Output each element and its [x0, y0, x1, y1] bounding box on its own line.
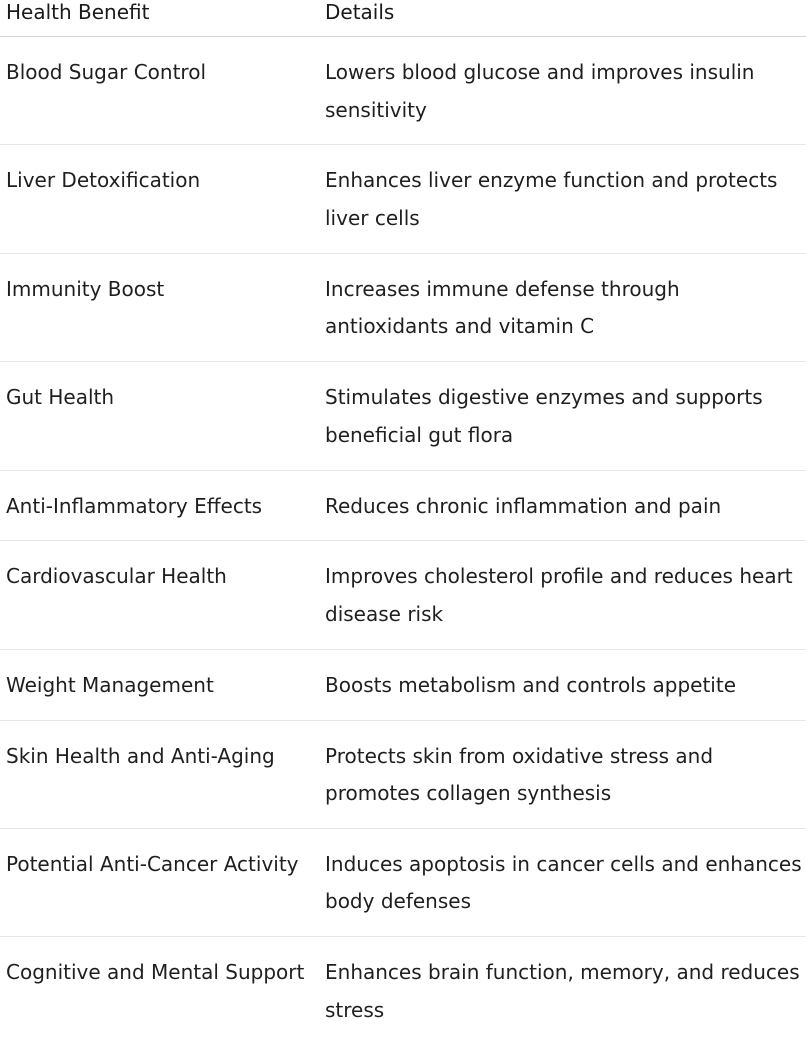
table-row	[0, 650, 806, 721]
table-row	[0, 937, 806, 1045]
details-cell: Stimulates digestive enzymes and supports beneficial gut flora	[325, 385, 763, 447]
table-row	[0, 829, 806, 937]
details-cell: Protects skin from oxidative stress and promotes collagen synthesis	[325, 743, 714, 806]
details-cell: Increases immune defense through antioxidants and vitamin C	[325, 276, 680, 339]
table-header-row	[0, 0, 806, 37]
details-cell: Enhances liver enzyme function and protects liver cells	[325, 168, 778, 230]
header-details: Details	[325, 0, 395, 24]
details-cell: Enhances brain function, memory, and reduces stress	[325, 960, 800, 1022]
benefit-cell: Immunity Boost	[6, 276, 165, 301]
details-cell: Improves cholesterol profile and reduces heart disease risk	[325, 564, 793, 626]
header-health-benefit: Health Benefit	[6, 0, 150, 24]
details-cell: Induces apoptosis in cancer cells and enhances body defenses	[325, 851, 802, 914]
benefit-cell: Liver Detoxification	[6, 168, 201, 193]
details-cell: Lowers blood glucose and improves insulin sensitivity	[325, 60, 755, 122]
table-row	[0, 471, 806, 542]
table-row	[0, 145, 806, 253]
benefit-cell: Anti-Inflammatory Effects	[6, 493, 263, 518]
benefit-cell: Cognitive and Mental Support	[6, 960, 305, 985]
table-row	[0, 362, 806, 470]
benefit-cell: Weight Management	[6, 672, 214, 697]
details-cell: Reduces chronic inflammation and pain	[325, 493, 722, 518]
details-cell: Boosts metabolism and controls appetite	[325, 672, 737, 697]
benefit-cell: Potential Anti-Cancer Activity	[6, 851, 299, 876]
benefit-cell: Cardiovascular Health	[6, 564, 227, 589]
table-row	[0, 721, 806, 829]
table-row	[0, 254, 806, 362]
benefit-cell: Gut Health	[6, 385, 115, 410]
table-row	[0, 37, 806, 145]
benefit-cell: Blood Sugar Control	[6, 60, 206, 84]
benefit-cell: Skin Health and Anti-Aging	[6, 743, 275, 768]
table-row	[0, 541, 806, 649]
